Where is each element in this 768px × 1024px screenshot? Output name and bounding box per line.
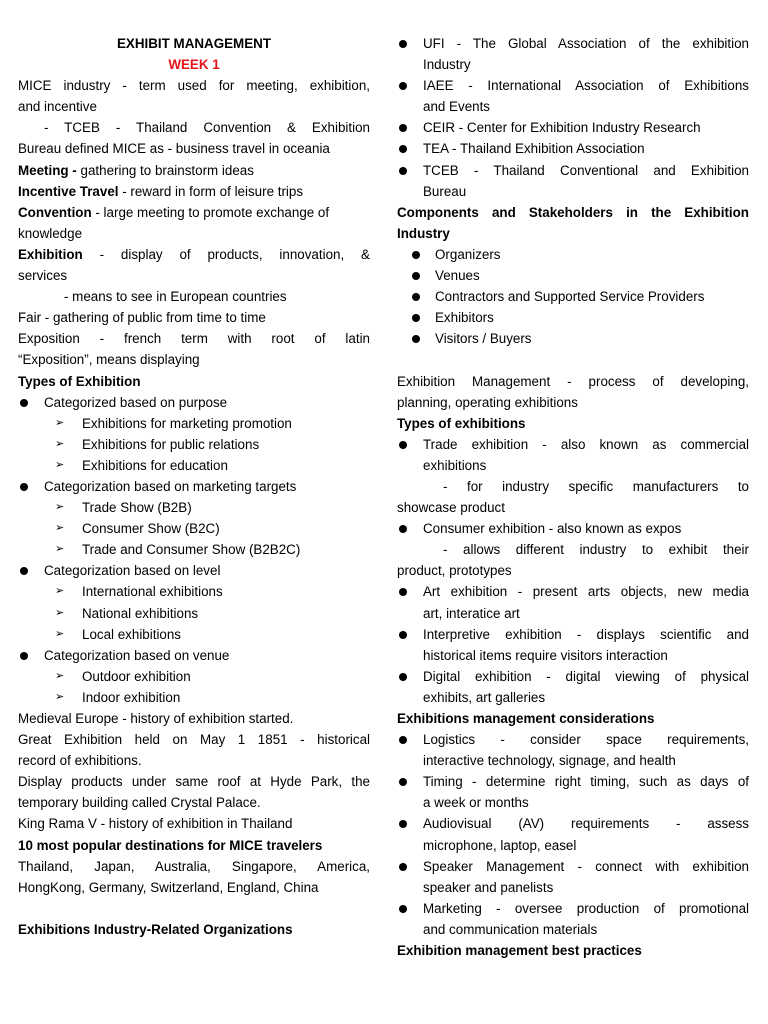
list-item: Contractors and Supported Service Providers	[397, 286, 749, 307]
arrow-bullet-icon: ➢	[55, 669, 65, 682]
list-item: Categorization based on venue	[18, 645, 370, 666]
list-item: Logistics - consider space requirements,	[397, 729, 749, 750]
convention-text: - large meeting to promote exchange of	[91, 204, 330, 220]
bullet-icon	[399, 820, 407, 828]
list-item: Categorized based on purpose	[18, 392, 370, 413]
bullet-icon	[412, 293, 420, 301]
medieval-note: Medieval Europe - history of exhibition started.	[18, 711, 294, 726]
list-item: Marketing - oversee production of promotional	[397, 898, 749, 919]
bullet-icon	[399, 778, 407, 786]
arrow-bullet-icon: ➢	[55, 416, 65, 429]
mice-definition-cont: and incentive	[18, 99, 97, 115]
list-item-cont: historical items require visitors interaction	[423, 647, 668, 663]
destinations-heading: 10 most popular destinations for MICE travelers	[18, 837, 323, 853]
list-item: Consumer exhibition - also known as expos	[397, 518, 749, 539]
bullet-icon	[399, 905, 407, 913]
list-item: Venues	[397, 265, 749, 286]
list-item-cont: exhibits, art galleries	[423, 689, 546, 705]
bullet-icon	[399, 631, 407, 639]
list-item-cont: a week or months	[423, 795, 529, 811]
great-exhibition-note-cont: record of exhibitions.	[18, 753, 142, 769]
bullet-icon	[412, 251, 420, 259]
list-item-cont: product, prototypes	[397, 563, 512, 579]
list-item: Audiovisual (AV) requirements - assess	[397, 813, 749, 834]
document-title: EXHIBIT MANAGEMENT	[117, 36, 271, 51]
list-item-cont: interactive technology, signage, and health	[423, 753, 676, 769]
tceb-definition: - TCEB - Thailand Convention & Exhibition	[44, 120, 370, 136]
list-item: TCEB - Thailand Conventional and Exhibition	[397, 160, 749, 181]
meeting-text: gathering to brainstorm ideas	[76, 162, 254, 178]
considerations-heading: Exhibitions management considerations	[397, 711, 655, 726]
bullet-icon	[399, 441, 407, 449]
meeting-term: Meeting -	[18, 162, 77, 178]
exhibition-text: - display of products, innovation, &	[82, 246, 370, 262]
list-item: ➢ Local exhibitions	[18, 624, 370, 645]
bullet-icon	[412, 272, 420, 280]
bullet-icon	[20, 567, 28, 575]
arrow-bullet-icon: ➢	[55, 543, 65, 556]
convention-definition	[18, 202, 370, 223]
incentive-term: Incentive Travel	[18, 183, 119, 199]
list-item: ➢ Trade and Consumer Show (B2B2C)	[18, 539, 370, 560]
list-item: ➢ National exhibitions	[18, 603, 370, 624]
arrow-bullet-icon: ➢	[55, 585, 65, 598]
list-item: Speaker Management - connect with exhibition	[397, 856, 749, 877]
rama-note: King Rama V - history of exhibition in Thailand	[18, 816, 293, 832]
management-definition: Exhibition Management - process of developing,	[397, 373, 749, 389]
organizations-heading: Exhibitions Industry-Related Organizations	[18, 921, 293, 937]
arrow-bullet-icon: ➢	[55, 458, 65, 471]
bullet-icon	[399, 673, 407, 681]
bullet-icon	[399, 588, 407, 596]
incentive-text: - reward in form of leisure trips	[118, 183, 304, 199]
arrow-bullet-icon: ➢	[55, 522, 65, 535]
exposition-definition: Exposition - french term with root of latin	[18, 331, 370, 347]
arrow-bullet-icon: ➢	[55, 627, 65, 640]
list-item-cont: - allows different industry to exhibit their	[443, 542, 749, 558]
list-item: Visitors / Buyers	[397, 328, 749, 349]
components-heading: Components and Stakeholders in the Exhibition	[397, 204, 749, 220]
list-item: ➢ Indoor exhibition	[18, 687, 370, 708]
bullet-icon	[399, 525, 407, 533]
list-item-cont: and communication materials	[423, 921, 598, 937]
bullet-icon	[20, 652, 28, 660]
convention-term: Convention	[18, 204, 92, 220]
list-item: ➢ Outdoor exhibition	[18, 666, 370, 687]
mice-definition: MICE industry - term used for meeting, exhibition,	[18, 78, 370, 94]
list-item: ➢ Exhibitions for public relations	[18, 434, 370, 455]
list-item: ➢ Consumer Show (B2C)	[18, 518, 370, 539]
list-item: Categorization based on marketing targets	[18, 476, 370, 497]
list-item: Categorization based on level	[18, 560, 370, 581]
list-item-cont: Industry	[423, 57, 471, 73]
week-label: WEEK 1	[168, 57, 220, 73]
arrow-bullet-icon: ➢	[55, 501, 65, 514]
list-item-cont: showcase product	[397, 500, 505, 516]
arrow-bullet-icon: ➢	[55, 437, 65, 450]
bullet-icon	[412, 335, 420, 343]
list-item-cont: exhibitions	[423, 457, 487, 473]
exposition-definition-cont: “Exposition”, means displaying	[18, 352, 200, 368]
exhibition-definition-cont: services	[18, 268, 68, 284]
list-item-cont: microphone, laptop, easel	[423, 837, 577, 853]
bullet-icon	[399, 863, 407, 871]
spacer	[18, 898, 370, 919]
spacer	[397, 349, 749, 370]
tceb-definition-cont: Bureau defined MICE as - business travel in oceania	[18, 141, 330, 157]
incentive-definition	[18, 181, 370, 202]
list-item: UFI - The Global Association of the exhibition	[397, 33, 749, 54]
exhibition-meaning: - means to see in European countries	[64, 289, 287, 305]
fair-definition: Fair - gathering of public from time to time	[18, 310, 266, 326]
bullet-icon	[399, 124, 407, 132]
meeting-definition	[18, 160, 370, 181]
list-item: Organizers	[397, 244, 749, 265]
right-column	[397, 33, 749, 961]
list-item: Art exhibition - present arts objects, new media	[397, 581, 749, 602]
list-item-cont: speaker and panelists	[423, 879, 554, 895]
list-item-cont: art, interatice art	[423, 605, 520, 621]
list-item: Timing - determine right timing, such as days of	[397, 771, 749, 792]
bullet-icon	[20, 483, 28, 491]
list-item-cont: and Events	[423, 99, 490, 115]
list-item: ➢ International exhibitions	[18, 581, 370, 602]
great-exhibition-note: Great Exhibition held on May 1 1851 - historical	[18, 732, 370, 748]
arrow-bullet-icon: ➢	[55, 606, 65, 619]
list-item: ➢ Trade Show (B2B)	[18, 497, 370, 518]
hyde-park-note-cont: temporary building called Crystal Palace.	[18, 795, 261, 811]
bullet-icon	[399, 82, 407, 90]
types-heading: Types of exhibitions	[397, 415, 526, 431]
types-heading: Types of Exhibition	[18, 373, 141, 389]
list-item: TEA - Thailand Exhibition Association	[397, 138, 749, 159]
list-item: Digital exhibition - digital viewing of physical	[397, 666, 749, 687]
bullet-icon	[399, 40, 407, 48]
list-item: Exhibitors	[397, 307, 749, 328]
exhibition-definition	[18, 244, 370, 265]
arrow-bullet-icon: ➢	[55, 690, 65, 703]
exhibition-term: Exhibition	[18, 246, 83, 262]
list-item: ➢ Exhibitions for marketing promotion	[18, 413, 370, 434]
management-definition-cont: planning, operating exhibitions	[397, 394, 578, 410]
list-item-cont: - for industry specific manufacturers to	[443, 478, 749, 494]
bullet-icon	[399, 145, 407, 153]
bullet-icon	[399, 167, 407, 175]
list-item: Interpretive exhibition - displays scientific and	[397, 624, 749, 645]
best-practices-heading: Exhibition management best practices	[397, 943, 642, 959]
destinations-list-cont: HongKong, Germany, Switzerland, England, China	[18, 879, 319, 895]
list-item-cont: Bureau	[423, 183, 467, 199]
bullet-icon	[399, 736, 407, 744]
destinations-list: Thailand, Japan, Australia, Singapore, America,	[18, 858, 370, 874]
left-column	[18, 33, 370, 940]
list-item: Trade exhibition - also known as commercial	[397, 434, 749, 455]
components-heading-cont: Industry	[397, 225, 450, 241]
bullet-icon	[20, 399, 28, 407]
list-item: ➢ Exhibitions for education	[18, 455, 370, 476]
hyde-park-note: Display products under same roof at Hyde Park, the	[18, 774, 370, 790]
bullet-icon	[412, 314, 420, 322]
convention-definition-cont: knowledge	[18, 225, 83, 241]
list-item: CEIR - Center for Exhibition Industry Research	[397, 117, 749, 138]
list-item: IAEE - International Association of Exhibitions	[397, 75, 749, 96]
